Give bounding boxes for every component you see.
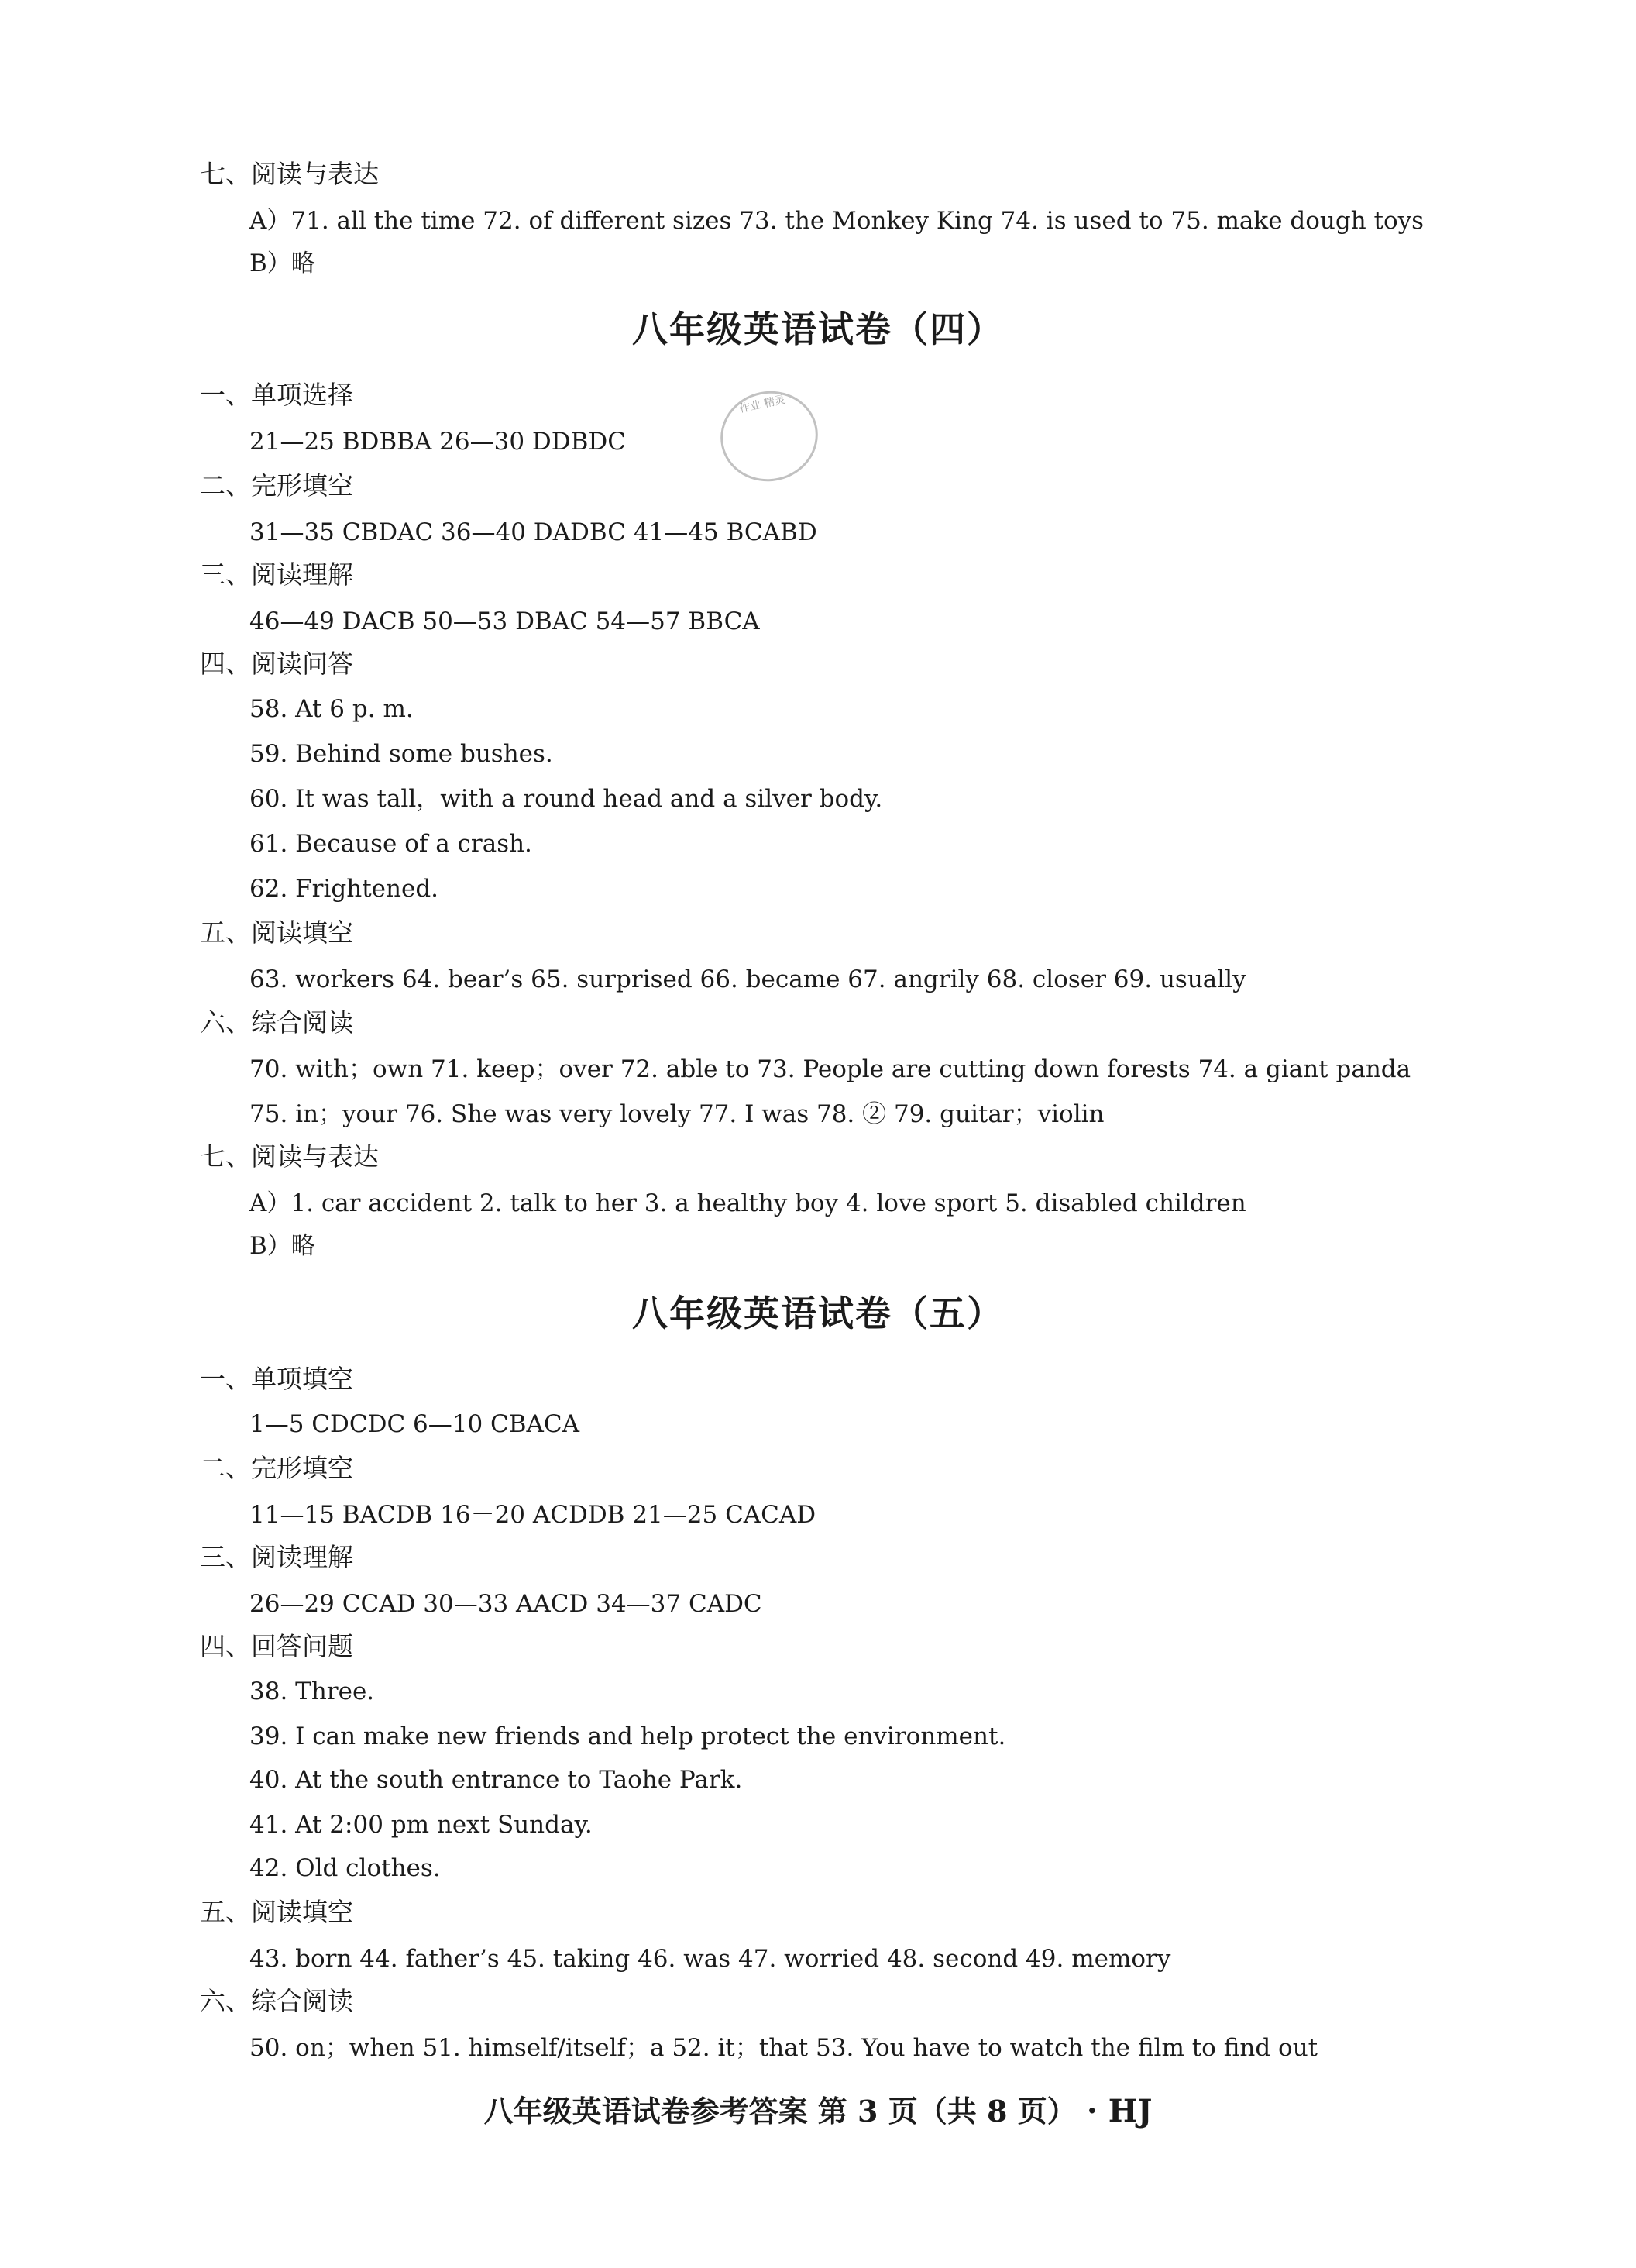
section-heading: 五、阅读填空 — [200, 1897, 353, 1927]
answer-line: 58. At 6 p. m. — [249, 695, 414, 723]
answer-line: 1—5 CDCDC 6—10 CBACA — [249, 1410, 580, 1438]
section-heading: 三、阅读理解 — [200, 1542, 353, 1572]
section-heading: 七、阅读与表达 — [200, 159, 379, 189]
section-heading: 七、阅读与表达 — [200, 1141, 379, 1172]
exam-title: 八年级英语试卷（五） — [632, 1292, 1004, 1334]
answer-line: B）略 — [249, 1232, 315, 1260]
answer-line: 26—29 CCAD 30—33 AACD 34—37 CADC — [249, 1590, 762, 1618]
section-heading: 五、阅读填空 — [200, 917, 353, 948]
answer-line: 50. on；when 51. himself/itself；a 52. it；that 53. You have to watch the film to find out — [249, 2034, 1318, 2062]
section-heading: 一、单项填空 — [200, 1364, 353, 1394]
section-heading: 六、综合阅读 — [200, 1986, 353, 2016]
section-heading: 二、完形填空 — [200, 470, 353, 501]
page-footer — [0, 2093, 1636, 2129]
answer-line: 31—35 CBDAC 36—40 DADBC 41—45 BCABD — [249, 518, 817, 546]
answer-line: 70. with；own 71. keep；over 72. able to 73. People are cutting down forests 74. a giant panda — [249, 1055, 1411, 1083]
answer-line: 41. At 2:00 pm next Sunday. — [249, 1811, 593, 1839]
answer-line: 40. At the south entrance to Taohe Park. — [249, 1766, 743, 1794]
answer-line: 61. Because of a crash. — [249, 830, 532, 858]
answer-line: 75. in；your 76. She was very lovely 77. I was 78. ② 79. guitar；violin — [249, 1100, 1105, 1128]
answer-line: 39. I can make new friends and help protect the environment. — [249, 1723, 1006, 1750]
footer-brand: · HJ — [1086, 2093, 1153, 2129]
answer-line: 62. Frightened. — [249, 875, 439, 903]
answer-line: A）1. car accident 2. talk to her 3. a healthy boy 4. love sport 5. disabled children — [249, 1189, 1246, 1217]
section-heading: 六、综合阅读 — [200, 1007, 353, 1038]
exam-title: 八年级英语试卷（四） — [632, 308, 1004, 350]
answer-line: 11—15 BACDB 16－20 ACDDB 21—25 CACAD — [249, 1501, 816, 1529]
answer-line: 21—25 BDBBA 26—30 DDBDC — [249, 428, 626, 456]
answer-line: 38. Three. — [249, 1678, 375, 1705]
answer-line: 46—49 DACB 50—53 DBAC 54—57 BBCA — [249, 607, 760, 635]
watermark-stamp: 作业 精灵 — [712, 382, 826, 490]
section-heading: 四、阅读问答 — [200, 649, 353, 679]
section-heading: 二、完形填空 — [200, 1453, 353, 1483]
footer-text: 八年级英语试卷参考答案 第 3 页（共 8 页） — [483, 2094, 1077, 2129]
section-heading: 三、阅读理解 — [200, 559, 353, 590]
answer-line: 43. born 44. father’s 45. taking 46. was 47. worried 48. second 49. memory — [249, 1945, 1171, 1973]
answer-line: 42. Old clothes. — [249, 1854, 441, 1882]
answer-line: 60. It was tall，with a round head and a silver body. — [249, 785, 883, 813]
answer-line: 63. workers 64. bear’s 65. surprised 66. became 67. angrily 68. closer 69. usually — [249, 965, 1246, 993]
section-heading: 四、回答问题 — [200, 1631, 353, 1661]
answer-line: A）71. all the time 72. of different sizes 73. the Monkey King 74. is used to 75. make dough toys — [249, 207, 1425, 235]
section-heading: 一、单项选择 — [200, 380, 353, 410]
answer-line: B）略 — [249, 250, 315, 277]
answer-line: 59. Behind some bushes. — [249, 740, 553, 768]
